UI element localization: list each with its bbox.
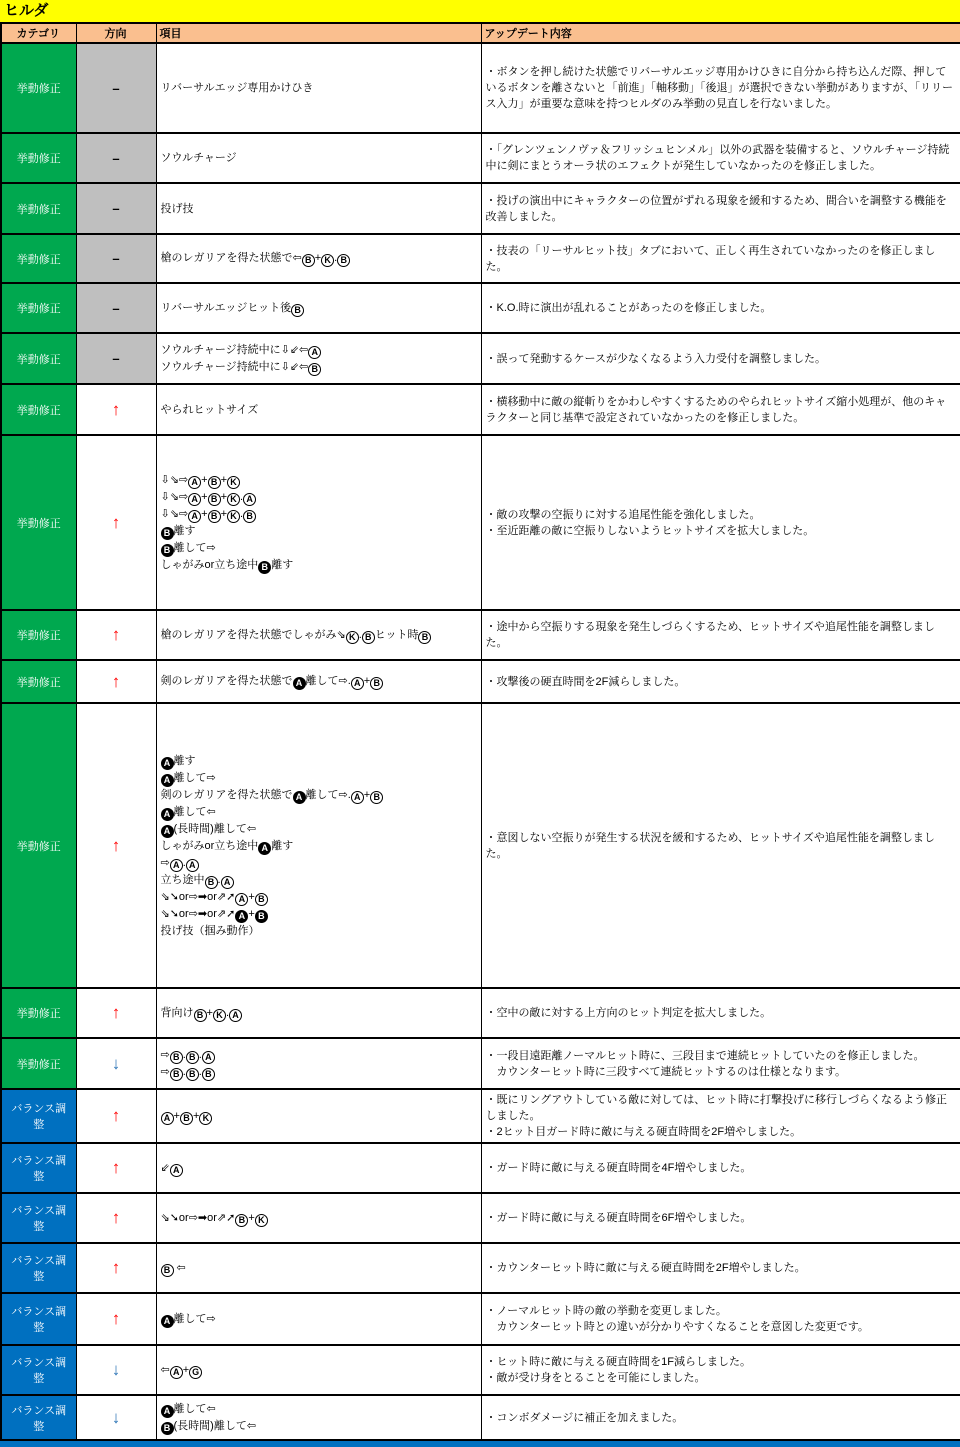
table-row bbox=[1, 435, 960, 610]
command-line: A 離して⇨ bbox=[161, 770, 477, 787]
category-cell: 挙動修正 bbox=[1, 1038, 76, 1089]
category-cell: 挙動修正 bbox=[1, 183, 76, 234]
direction-cell-none: – bbox=[76, 283, 156, 333]
button-b-icon: B bbox=[186, 1051, 199, 1064]
update-note-line: ・一段目遠距離ノーマルヒット時に、三段目まで連続ヒットしていたのを修正しました。 bbox=[485, 1049, 925, 1062]
command-line: 投げ技 bbox=[160, 202, 194, 215]
update-note-line: ・敵の攻撃の空振りに対する追尾性能を強化しました。 bbox=[485, 508, 761, 521]
command-line: ⇩⇘⇨ A + B + K . A bbox=[161, 489, 477, 506]
update-note-line: ・至近距離の敵に空振りしないようヒットサイズを拡大しました。 bbox=[485, 524, 815, 537]
direction-up-icon: ↑ bbox=[76, 384, 156, 435]
button-a-icon: A bbox=[186, 859, 199, 872]
button-a-icon: A bbox=[351, 791, 364, 804]
button-b-icon: B bbox=[205, 876, 218, 889]
direction-up-icon: ↑ bbox=[76, 988, 156, 1038]
table-row bbox=[1, 1089, 960, 1143]
command-line: ⇦ A + G bbox=[161, 1362, 477, 1379]
button-b-icon: B bbox=[161, 527, 174, 540]
category-cell: 挙動修正 bbox=[1, 703, 76, 988]
command-cell bbox=[156, 1243, 481, 1293]
category-cell: 挙動修正 bbox=[1, 384, 76, 435]
command-line: B (長時間)離して⇦ bbox=[161, 1418, 477, 1435]
direction-up-icon: ↑ bbox=[76, 703, 156, 988]
update-note-cell bbox=[481, 435, 960, 610]
command-line: 投げ技（掴み動作） bbox=[160, 924, 260, 937]
direction-down-icon: ↓ bbox=[76, 1038, 156, 1089]
table-row bbox=[1, 183, 960, 234]
col-header-category: カテゴリ bbox=[1, 23, 76, 43]
header-row bbox=[1, 23, 960, 43]
command-cell bbox=[156, 1345, 481, 1395]
command-line: A 離す bbox=[161, 753, 477, 770]
update-note-line: ・攻撃後の硬直時間を2F減らしました。 bbox=[485, 675, 686, 688]
command-line: 背向け B + K . A bbox=[161, 1005, 477, 1022]
button-b-icon: B bbox=[170, 1068, 183, 1081]
update-note-line: ・途中から空振りする現象を発生しづらくするため、ヒットサイズや追尾性能を調整しました。 bbox=[485, 621, 935, 649]
command-line: しゃがみor立ち途中 B 離す bbox=[160, 558, 294, 572]
command-cell bbox=[156, 1293, 481, 1345]
button-b-icon: B bbox=[337, 254, 350, 267]
update-note-cell bbox=[481, 234, 960, 283]
command-cell bbox=[156, 384, 481, 435]
category-cell: 挙動修正 bbox=[1, 234, 76, 283]
command-cell bbox=[156, 283, 481, 333]
button-a-icon: A bbox=[229, 1009, 242, 1022]
button-b-icon: B bbox=[418, 631, 431, 644]
command-line: リバーサルエッジヒット後 B bbox=[161, 300, 477, 317]
direction-cell-none: – bbox=[76, 43, 156, 133]
table-row bbox=[1, 988, 960, 1038]
category-cell: 挙動修正 bbox=[1, 610, 76, 660]
command-cell bbox=[156, 703, 481, 988]
button-a-icon: A bbox=[202, 1051, 215, 1064]
direction-up-icon: ↑ bbox=[76, 660, 156, 703]
update-note-cell bbox=[481, 1293, 960, 1345]
category-cell: 挙動修正 bbox=[1, 333, 76, 384]
command-line: ソウルチャージ bbox=[160, 152, 237, 164]
direction-cell-none: – bbox=[76, 133, 156, 183]
button-a-icon: A bbox=[161, 825, 174, 838]
button-b-icon: B bbox=[370, 791, 383, 804]
category-cell: 挙動修正 bbox=[1, 435, 76, 610]
direction-up-icon: ↑ bbox=[76, 1293, 156, 1345]
button-b-icon: B bbox=[370, 677, 383, 690]
command-cell bbox=[156, 660, 481, 703]
button-a-icon: A bbox=[170, 1366, 183, 1379]
update-note-cell bbox=[481, 283, 960, 333]
update-note-cell bbox=[481, 1089, 960, 1143]
button-b-icon: B bbox=[186, 1068, 199, 1081]
button-k-icon: K bbox=[227, 510, 240, 523]
command-cell bbox=[156, 988, 481, 1038]
table-row bbox=[1, 133, 960, 183]
direction-down-icon: ↓ bbox=[76, 1345, 156, 1395]
button-k-icon: K bbox=[227, 493, 240, 506]
command-cell bbox=[156, 333, 481, 384]
update-note-line: カウンターヒット時との違いが分かりやすくなることを意図した変更です。 bbox=[485, 1321, 869, 1333]
table-body bbox=[1, 43, 960, 1440]
table-row bbox=[1, 333, 960, 384]
command-cell bbox=[156, 234, 481, 283]
category-cell: 挙動修正 bbox=[1, 133, 76, 183]
direction-up-icon: ↑ bbox=[76, 1089, 156, 1143]
button-b-icon: B bbox=[362, 631, 375, 644]
button-b-icon: B bbox=[208, 476, 221, 489]
update-note-line: ・誤って発動するケースが少なくなるよう入力受付を調整しました。 bbox=[485, 352, 826, 365]
update-note-cell bbox=[481, 1395, 960, 1440]
table-row bbox=[1, 703, 960, 988]
update-note-line: ・空中の敵に対する上方向のヒット判定を拡大しました。 bbox=[485, 1007, 772, 1019]
button-a-icon: A bbox=[243, 493, 256, 506]
category-cell: 挙動修正 bbox=[1, 988, 76, 1038]
command-line: ⇘➘or⇨➡or⇗➚ A + B bbox=[161, 889, 477, 906]
command-line: ソウルチャージ持続中に⇩⇙⇦ A bbox=[161, 342, 477, 359]
button-k-icon: K bbox=[199, 1112, 212, 1125]
button-b-icon: B bbox=[291, 304, 304, 317]
update-note-line: ・ボタンを押し続けた状態でリバーサルエッジ専用かけひきに自分から持ち込んだ際、押しているボタンを離さないと「前進」「軸移動」「後退」が選択できない挙動がありますが、「リリース入力」が重要な意味を持つヒルダのみ挙動の見直しを行ないました。 bbox=[485, 66, 953, 110]
table-row bbox=[1, 1243, 960, 1293]
update-note-line: ・意図しない空振りが発生する状況を緩和するため、ヒットサイズや追尾性能を調整しました。 bbox=[485, 831, 935, 860]
update-note-line: ・ガード時に敵に与える硬直時間を4F増やしました。 bbox=[485, 1162, 752, 1174]
table-row bbox=[1, 1345, 960, 1395]
button-a-icon: A bbox=[161, 774, 174, 787]
command-cell bbox=[156, 183, 481, 234]
button-a-icon: A bbox=[161, 808, 174, 821]
update-note-cell bbox=[481, 660, 960, 703]
table-row bbox=[1, 660, 960, 703]
command-line: A 離して⇦ bbox=[161, 804, 477, 821]
direction-cell-none: – bbox=[76, 183, 156, 234]
character-title: ヒルダ bbox=[0, 0, 960, 22]
button-b-icon: B bbox=[235, 1214, 248, 1227]
command-line: ⇩⇘⇨ A + B + K . B bbox=[161, 506, 477, 523]
command-line: ⇨ B . B . B bbox=[161, 1064, 477, 1081]
update-note-line: ・「グレンツェンノヴァ＆フリッシュヒンメル」以外の武器を装備すると、ソウルチャージ持続中に剣にまとうオーラ状のエフェクトが発生していなかったのを修正しました。 bbox=[485, 144, 950, 172]
button-b-icon: B bbox=[258, 561, 271, 574]
button-a-icon: A bbox=[221, 876, 234, 889]
command-line: ソウルチャージ持続中に⇩⇙⇦ B bbox=[161, 359, 477, 376]
button-b-icon: B bbox=[161, 1422, 174, 1435]
category-cell: バランス調整 bbox=[1, 1345, 76, 1395]
update-note-cell bbox=[481, 610, 960, 660]
command-line: 剣のレガリアを得た状態で A 離して⇨. A + B bbox=[161, 787, 477, 804]
table-row bbox=[1, 1193, 960, 1243]
category-cell: バランス調整 bbox=[1, 1143, 76, 1193]
category-cell: バランス調整 bbox=[1, 1089, 76, 1143]
button-k-icon: K bbox=[255, 1214, 268, 1227]
command-line: リバーサルエッジ専用かけひき bbox=[160, 82, 314, 94]
update-note-line: ・既にリングアウトしている敵に対しては、ヒット時に打撃投げに移行しづらくなるよう修正しました。 bbox=[485, 1094, 947, 1122]
update-note-line: ・横移動中に敵の縦斬りをかわしやすくするためのやられヒットサイズ縮小処理が、他のキャラクターと同じ基準で設定されていなかったのを修正しました。 bbox=[485, 395, 947, 424]
button-b-icon: B bbox=[243, 510, 256, 523]
command-line: ⇨ B . B . A bbox=[161, 1047, 477, 1064]
button-a-icon: A bbox=[188, 493, 201, 506]
button-a-icon: A bbox=[293, 791, 306, 804]
command-line: A 離して⇨ bbox=[161, 1311, 477, 1328]
patch-notes-table bbox=[0, 22, 960, 1441]
button-b-icon: B bbox=[161, 544, 174, 557]
button-a-icon: A bbox=[235, 893, 248, 906]
update-note-line: ・2ヒット目ガード時に敵に与える硬直時間を2F増やしました。 bbox=[485, 1126, 802, 1138]
button-a-icon: A bbox=[170, 1164, 183, 1177]
update-note-line: ・ヒット時に敵に与える硬直時間を1F減らしました。 bbox=[485, 1356, 752, 1368]
command-line: A 離して⇦ bbox=[161, 1401, 477, 1418]
direction-up-icon: ↑ bbox=[76, 1243, 156, 1293]
command-line: 槍のレガリアを得た状態で⇦ B + K . B bbox=[161, 250, 477, 267]
button-b-icon: B bbox=[194, 1009, 207, 1022]
button-k-icon: K bbox=[321, 254, 334, 267]
direction-cell-none: – bbox=[76, 234, 156, 283]
command-line: ⇨ A . A bbox=[161, 855, 477, 872]
command-line: やられヒットサイズ bbox=[160, 403, 259, 416]
command-line: ⇙ A bbox=[161, 1160, 477, 1177]
update-note-line: ・カウンターヒット時に敵に与える硬直時間を2F増やしました。 bbox=[485, 1262, 806, 1274]
col-header-direction: 方向 bbox=[76, 23, 156, 43]
command-cell bbox=[156, 1143, 481, 1193]
update-note-line: ・K.O.時に演出が乱れることがあったのを修正しました。 bbox=[485, 302, 772, 314]
update-note-line: ・コンボダメージに補正を加えました。 bbox=[485, 1411, 684, 1424]
command-line: B 離す bbox=[161, 523, 477, 540]
button-a-icon: A bbox=[188, 476, 201, 489]
button-b-icon: B bbox=[255, 910, 268, 923]
button-k-icon: K bbox=[346, 631, 359, 644]
update-note-line: ・敵が受け身をとることを可能にしました。 bbox=[485, 1372, 706, 1384]
command-line: 剣のレガリアを得た状態で A 離して⇨. A + B bbox=[161, 673, 477, 690]
button-b-icon: B bbox=[202, 1068, 215, 1081]
command-cell bbox=[156, 1038, 481, 1089]
table-row bbox=[1, 43, 960, 133]
update-note-line: カウンターヒット時に三段すべて連続ヒットするのは仕様となります。 bbox=[485, 1065, 846, 1078]
button-k-icon: K bbox=[227, 476, 240, 489]
update-note-cell bbox=[481, 43, 960, 133]
category-cell: 挙動修正 bbox=[1, 283, 76, 333]
update-note-cell bbox=[481, 133, 960, 183]
button-b-icon: B bbox=[308, 363, 321, 376]
direction-up-icon: ↑ bbox=[76, 1193, 156, 1243]
button-a-icon: A bbox=[161, 757, 174, 770]
button-a-icon: A bbox=[161, 1405, 174, 1418]
command-line: ⇘➘or⇨➡or⇗➚ B + K bbox=[161, 1210, 477, 1227]
update-note-cell bbox=[481, 384, 960, 435]
command-cell bbox=[156, 435, 481, 610]
button-a-icon: A bbox=[293, 677, 306, 690]
direction-up-icon: ↑ bbox=[76, 1143, 156, 1193]
command-line: ⇩⇘⇨ A + B + K bbox=[161, 472, 477, 489]
table-row bbox=[1, 283, 960, 333]
button-b-icon: B bbox=[161, 1264, 174, 1277]
category-cell: バランス調整 bbox=[1, 1395, 76, 1440]
command-line: しゃがみor立ち途中 A 離す bbox=[160, 839, 294, 853]
table-row bbox=[1, 1395, 960, 1440]
button-a-icon: A bbox=[170, 859, 183, 872]
button-a-icon: A bbox=[258, 842, 271, 855]
button-b-icon: B bbox=[255, 893, 268, 906]
button-b-icon: B bbox=[170, 1051, 183, 1064]
category-cell: バランス調整 bbox=[1, 1193, 76, 1243]
command-cell bbox=[156, 1193, 481, 1243]
update-note-line: ・投げの演出中にキャラクターの位置がずれる現象を緩和するため、間合いを調整する機能を改善しました。 bbox=[485, 194, 947, 223]
update-note-cell bbox=[481, 988, 960, 1038]
col-header-item: 項目 bbox=[156, 23, 481, 43]
table-row bbox=[1, 1038, 960, 1089]
update-note-cell bbox=[481, 1345, 960, 1395]
command-line: B 離して⇨ bbox=[161, 540, 477, 557]
command-line: ⇘➘or⇨➡or⇗➚ A + B bbox=[161, 906, 477, 923]
category-cell: 挙動修正 bbox=[1, 660, 76, 703]
button-b-icon: B bbox=[208, 493, 221, 506]
table-row bbox=[1, 234, 960, 283]
command-cell bbox=[156, 43, 481, 133]
col-header-update-content: アップデート内容 bbox=[481, 23, 960, 43]
table-row bbox=[1, 1293, 960, 1345]
direction-cell-none: – bbox=[76, 333, 156, 384]
command-line: B ⇦ bbox=[161, 1260, 477, 1277]
category-cell: バランス調整 bbox=[1, 1243, 76, 1293]
update-note-cell bbox=[481, 1038, 960, 1089]
command-cell bbox=[156, 1395, 481, 1440]
update-note-line: ・ノーマルヒット時の敵の挙動を変更しました。 bbox=[485, 1305, 727, 1317]
next-row-sliver bbox=[0, 1441, 960, 1447]
button-k-icon: K bbox=[213, 1009, 226, 1022]
button-a-icon: A bbox=[161, 1315, 174, 1328]
direction-down-icon: ↓ bbox=[76, 1395, 156, 1440]
update-note-line: ・ガード時に敵に与える硬直時間を6F増やしました。 bbox=[485, 1212, 752, 1224]
button-a-icon: A bbox=[188, 510, 201, 523]
update-note-cell bbox=[481, 1143, 960, 1193]
button-b-icon: B bbox=[302, 254, 315, 267]
button-a-icon: A bbox=[235, 910, 248, 923]
command-line: A (長時間)離して⇦ bbox=[161, 821, 477, 838]
update-note-cell bbox=[481, 1193, 960, 1243]
update-note-cell bbox=[481, 1243, 960, 1293]
command-line: 立ち途中 B . A bbox=[161, 872, 477, 889]
button-a-icon: A bbox=[161, 1112, 174, 1125]
button-b-icon: B bbox=[208, 510, 221, 523]
update-note-cell bbox=[481, 703, 960, 988]
button-b-icon: B bbox=[180, 1112, 193, 1125]
direction-up-icon: ↑ bbox=[76, 435, 156, 610]
button-a-icon: A bbox=[351, 677, 364, 690]
category-cell: バランス調整 bbox=[1, 1293, 76, 1345]
table-row bbox=[1, 1143, 960, 1193]
command-cell bbox=[156, 610, 481, 660]
update-note-cell bbox=[481, 183, 960, 234]
update-note-line: ・技表の「リーサルヒット技」タブにおいて、正しく再生されていなかったのを修正しました。 bbox=[485, 244, 936, 273]
category-cell: 挙動修正 bbox=[1, 43, 76, 133]
table-header bbox=[1, 23, 960, 43]
command-line: A + B + K bbox=[161, 1108, 477, 1125]
direction-up-icon: ↑ bbox=[76, 610, 156, 660]
table-row bbox=[1, 384, 960, 435]
command-cell bbox=[156, 133, 481, 183]
update-note-cell bbox=[481, 333, 960, 384]
button-a-icon: A bbox=[308, 346, 321, 359]
command-cell bbox=[156, 1089, 481, 1143]
command-line: 槍のレガリアを得た状態でしゃがみ⇘ K . B ヒット時 B bbox=[161, 627, 477, 644]
table-row bbox=[1, 610, 960, 660]
button-g-icon: G bbox=[189, 1366, 202, 1379]
